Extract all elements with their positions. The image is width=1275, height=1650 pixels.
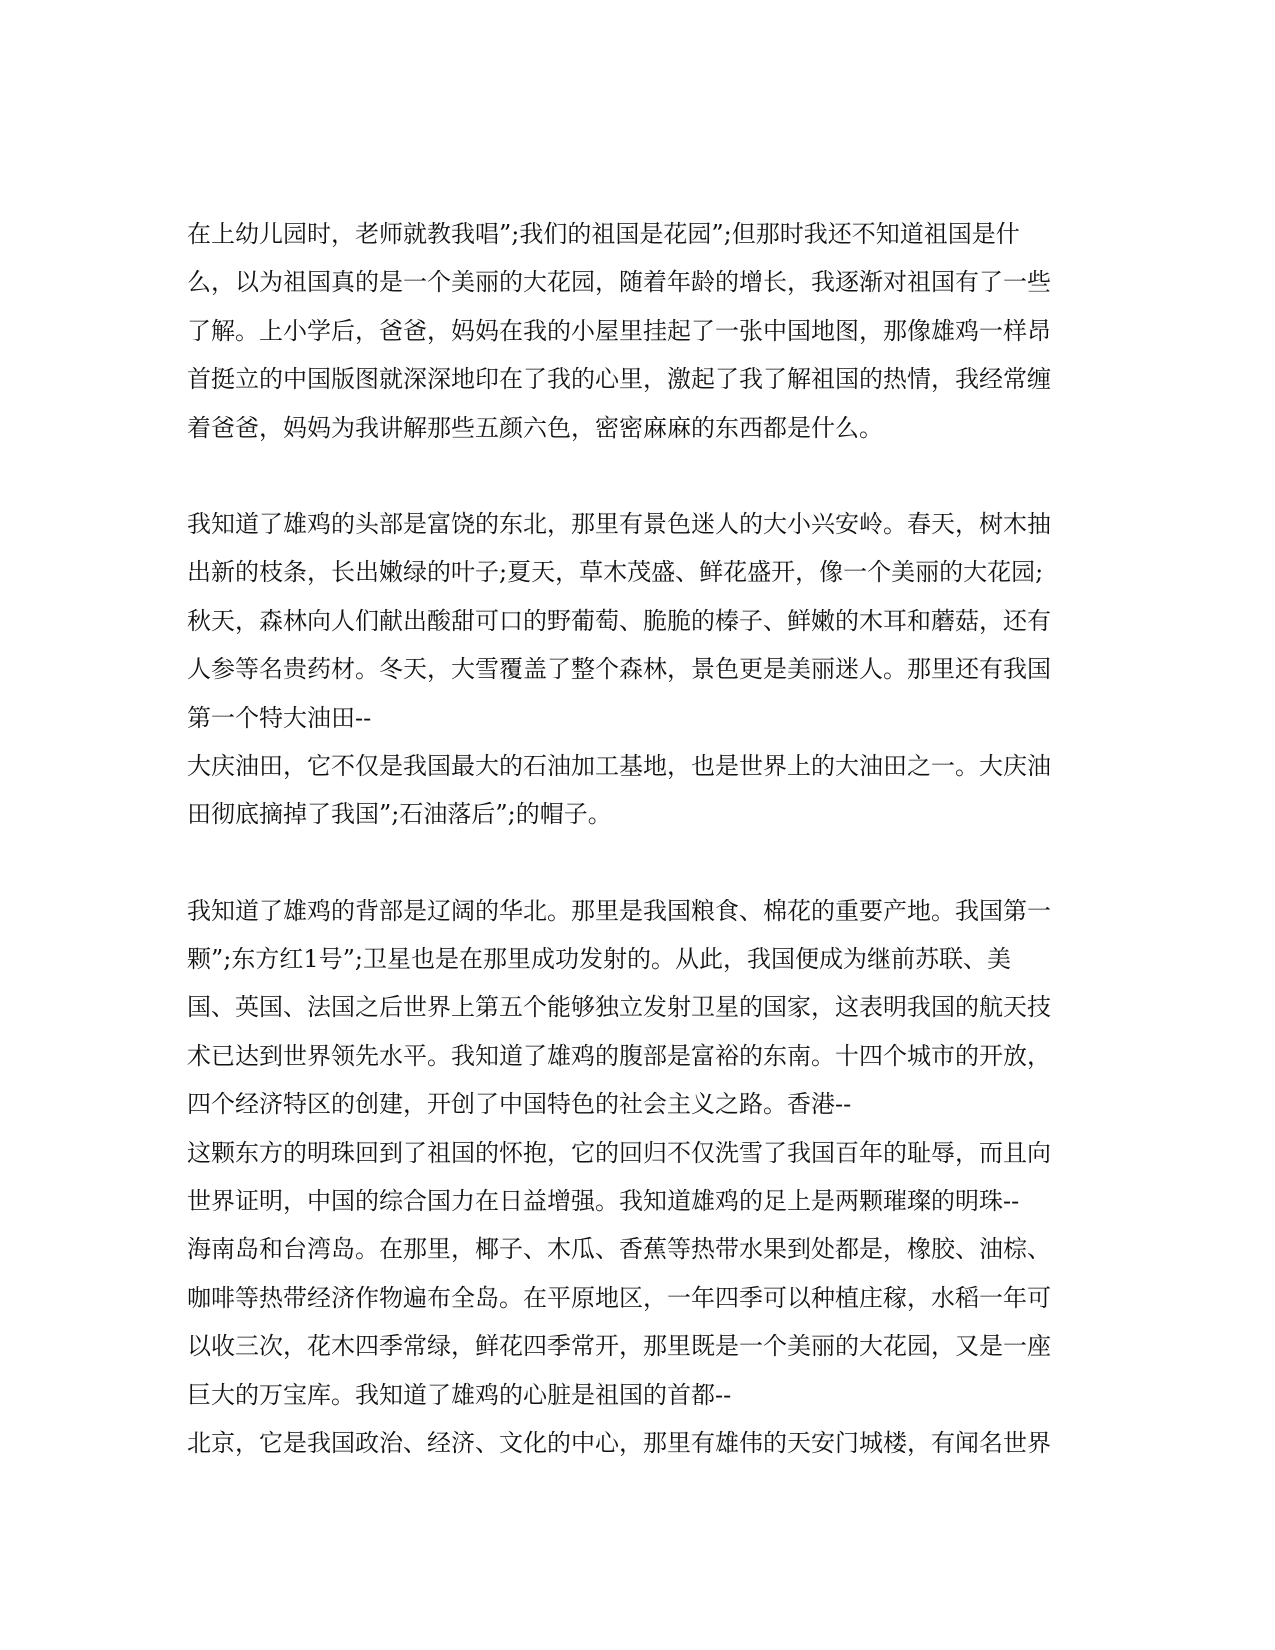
paragraph-1: [187, 210, 1087, 452]
paragraph-spacer: [187, 839, 1087, 887]
text-line: 咖啡等热带经济作物遍布全岛。在平原地区，一年四季可以种植庄稼，水稻一年可: [187, 1283, 1051, 1312]
text-line: 以收三次，花木四季常绿，鲜花四季常开，那里既是一个美丽的大花园，又是一座: [187, 1332, 1051, 1361]
text-line: 海南岛和台湾岛。在那里，椰子、木瓜、香蕉等热带水果到处都是，橡胶、油棕、: [187, 1235, 1051, 1264]
text-line: 田彻底摘掉了我国”;石油落后”;的帽子。: [187, 800, 612, 829]
text-line: 四个经济特区的创建，开创了中国特色的社会主义之路。香港--: [187, 1090, 852, 1119]
text-line: 这颗东方的明珠回到了祖国的怀抱，它的回归不仅洗雪了我国百年的耻辱，而且向: [187, 1138, 1051, 1167]
text-line: 秋天，森林向人们献出酸甜可口的野葡萄、脆脆的榛子、鲜嫩的木耳和蘑菇，还有: [187, 606, 1051, 635]
text-line: 首挺立的中国版图就深深地印在了我的心里，激起了我了解祖国的热情，我经常缠: [187, 365, 1051, 394]
text-line: 我知道了雄鸡的头部是富饶的东北，那里有景色迷人的大小兴安岭。春天，树木抽: [187, 509, 1051, 538]
text-line: 人参等名贵药材。冬天，大雪覆盖了整个森林，景色更是美丽迷人。那里还有我国: [187, 655, 1051, 684]
text-line: 世界证明，中国的综合国力在日益增强。我知道雄鸡的足上是两颗璀璨的明珠--: [187, 1187, 1020, 1216]
document-body: [187, 210, 1087, 1467]
text-line: 第一个特大油田--: [187, 703, 372, 732]
text-line: 颗”;东方红1号”;卫星也是在那里成功发射的。从此，我国便成为继前苏联、美: [187, 945, 1011, 974]
text-line: 在上幼儿园时，老师就教我唱”;我们的祖国是花园”;但那时我还不知道祖国是什: [187, 220, 1020, 248]
text-line: 巨大的万宝库。我知道了雄鸡的心脏是祖国的首都--: [187, 1380, 732, 1409]
text-line: 北京，它是我国政治、经济、文化的中心，那里有雄伟的天安门城楼，有闻名世界: [187, 1428, 1051, 1457]
text-line: 国、英国、法国之后世界上第五个能够独立发射卫星的国家，这表明我国的航天技: [187, 993, 1051, 1022]
text-line: 么，以为祖国真的是一个美丽的大花园，随着年龄的增长，我逐渐对祖国有了一些: [187, 268, 1051, 297]
paragraph-2: [187, 500, 1087, 839]
text-line: 了解。上小学后，爸爸，妈妈在我的小屋里挂起了一张中国地图，那像雄鸡一样昂: [187, 316, 1051, 345]
text-line: 我知道了雄鸡的背部是辽阔的华北。那里是我国粮食、棉花的重要产地。我国第一: [187, 896, 1051, 925]
text-line: 大庆油田，它不仅是我国最大的石油加工基地，也是世界上的大油田之一。大庆油: [187, 751, 1051, 780]
text-line: 着爸爸，妈妈为我讲解那些五颜六色，密密麻麻的东西都是什么。: [187, 413, 883, 442]
text-line: 出新的枝条，长出嫩绿的叶子;夏天，草木茂盛、鲜花盛开，像一个美丽的大花园;: [187, 558, 1044, 587]
text-line: 术已达到世界领先水平。我知道了雄鸡的腹部是富裕的东南。十四个城市的开放，: [187, 1041, 1051, 1070]
paragraph-spacer: [187, 452, 1087, 500]
paragraph-3: [187, 887, 1087, 1468]
